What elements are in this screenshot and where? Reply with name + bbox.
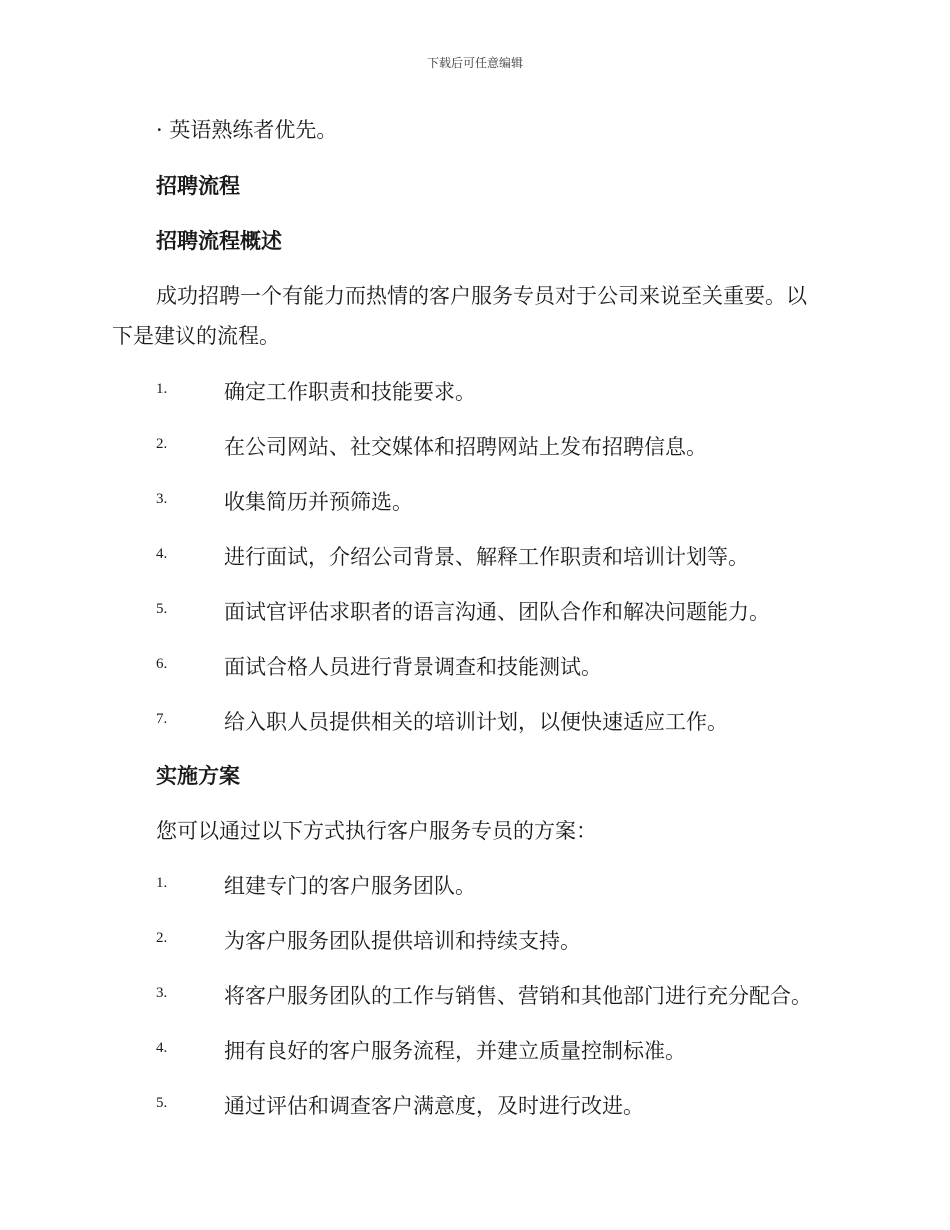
list-text: 面试官评估求职者的语言沟通、团队合作和解决问题能力。: [224, 600, 770, 624]
list-text: 收集简历并预筛选。: [224, 490, 413, 514]
list-text: 面试合格人员进行背景调查和技能测试。: [224, 655, 602, 679]
list-number: 5.: [156, 1095, 168, 1111]
list-number: 3.: [156, 491, 168, 507]
list-text: 给入职人员提供相关的培训计划，以便快速适应工作。: [224, 710, 728, 734]
list-number: 7.: [156, 711, 168, 727]
list-text: 在公司网站、社交媒体和招聘网站上发布招聘信息。: [224, 435, 707, 459]
subsection-title-overview: 招聘流程概述: [156, 229, 282, 253]
intro-paragraph-line2: 下是建议的流程。: [112, 324, 280, 348]
list-number: 2.: [156, 436, 168, 452]
list-number: 4.: [156, 546, 168, 562]
list-number: 5.: [156, 601, 168, 617]
list-number: 1.: [156, 381, 168, 397]
section-title-recruitment: 招聘流程: [156, 174, 240, 198]
list-text: 组建专门的客户服务团队。: [224, 874, 476, 898]
list-number: 2.: [156, 930, 168, 946]
list-text: 进行面试，介绍公司背景、解释工作职责和培训计划等。: [224, 545, 749, 569]
list-text: 为客户服务团队提供培训和持续支持。: [224, 929, 581, 953]
list-text: 将客户服务团队的工作与销售、营销和其他部门进行充分配合。: [224, 984, 812, 1008]
list-text: 拥有良好的客户服务流程，并建立质量控制标准。: [224, 1039, 686, 1063]
bullet-text: · 英语熟练者优先。: [156, 118, 338, 142]
list-number: 6.: [156, 656, 168, 672]
list-number: 3.: [156, 985, 168, 1001]
list-number: 4.: [156, 1040, 168, 1056]
intro-paragraph-line1: 成功招聘一个有能力而热情的客户服务专员对于公司来说至关重要。以: [156, 284, 807, 308]
section-title-implementation: 实施方案: [156, 764, 240, 788]
list-text: 通过评估和调查客户满意度，及时进行改进。: [224, 1094, 644, 1118]
page-header: 下载后可任意编辑: [426, 56, 523, 70]
implementation-intro: 您可以通过以下方式执行客户服务专员的方案：: [156, 819, 597, 843]
list-text: 确定工作职责和技能要求。: [224, 380, 476, 404]
list-number: 1.: [156, 875, 168, 891]
